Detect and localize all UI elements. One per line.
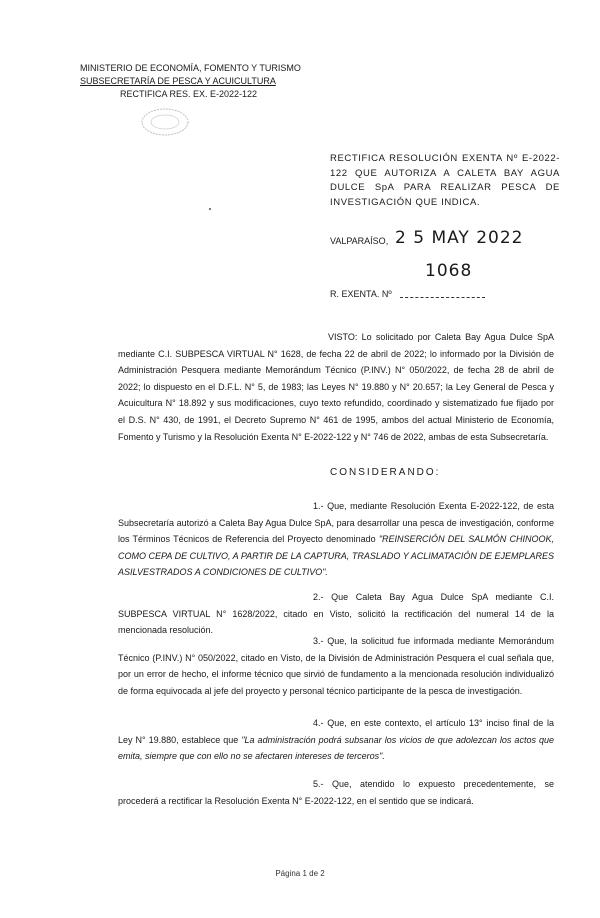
resolution-subject: RECTIFICA RESOLUCIÓN EXENTA Nº E-2022-122 QUE AUTORIZA A CALETA BAY AGUA DULCE SpA PARA REALIZAR PESCA DE INVESTIGACIÓN QUE INDICA. (330, 153, 560, 208)
c5-num: 5.- (313, 779, 324, 789)
considerando-3 (118, 633, 554, 699)
considerando-4 (118, 715, 554, 765)
c3-num: 3.- (313, 636, 324, 646)
c4-num: 4.- (313, 718, 324, 728)
official-seal-stamp (140, 107, 190, 137)
considerando-2 (118, 589, 554, 639)
c3-text: Que, la solicitud fue informada mediante Memorándum Técnico (P.INV.) N° 050/2022, citado en Visto, de la División de Administración Pesquera el cual señala que, por un error de hecho, el informe técnico que sirvió de fundamento a la mencionada resolución individualizó de forma equivocada al jefe del proyecto y personal técnico participante de la pesca de investigación. (118, 636, 554, 696)
subsecretaria-header: SUBSECRETARÍA DE PESCA Y ACUICULTURA (80, 76, 276, 86)
c1-num: 1.- (313, 501, 324, 511)
resolution-label: R. EXENTA. Nº (330, 289, 392, 299)
c2-num: 2.- (313, 592, 324, 602)
c4-text: Que, en este contexto, el artículo 13° inciso final de la Ley N° 19.880, establece que (118, 718, 554, 745)
considerando-title: CONSIDERANDO: (330, 467, 441, 478)
resolution-number-blank (400, 297, 485, 298)
stamped-date: 2 5 MAY 2022 (395, 228, 524, 248)
ministry-header: MINISTERIO DE ECONOMÍA, FOMENTO Y TURISMO (80, 63, 301, 73)
considerando-5 (118, 776, 554, 809)
seal-icon (140, 107, 190, 137)
page-number: Página 1 de 2 (275, 869, 325, 878)
c5-text: Que, atendido lo expuesto precedentemente, se procederá a rectificar la Resolución Exenta N° E-2022-122, en el sentido que se indicará. (118, 779, 554, 806)
visto-lead: VISTO: (328, 332, 358, 342)
c1-text: Que, mediante Resolución Exenta E-2022-122, de esta Subsecretaría autorizó a Caleta Bay Agua Dulce SpA, para desarrollar una pesca de investigación, conforme los Términos Técnicos de Referencia del Proyecto denominado (118, 501, 554, 545)
visto-paragraph (118, 329, 554, 445)
resolution-number: 1068 (425, 261, 473, 281)
considerando-1 (118, 498, 554, 581)
place-label: VALPARAÍSO, (330, 236, 389, 246)
reference-line: RECTIFICA RES. EX. E-2022-122 (120, 89, 258, 99)
c4-law-quote: "La administración podrá subsanar los vicios de que adolezcan los actos que emita, siempre que con ello no se afectaren intereses de terceros". (118, 734, 554, 762)
decorative-dot (209, 208, 211, 210)
c2-text: Que Caleta Bay Agua Dulce SpA mediante C.I. SUBPESCA VIRTUAL N° 1628/2022, citado en Visto, solicitó la rectificación del numeral 14 de la mencionada resolución. (118, 592, 554, 636)
c1-project-title: "REINSERCIÓN DEL SALMÓN CHINOOK, COMO CEPA DE CULTIVO, A PARTIR DE LA CAPTURA, TRASLADO Y ACLIMATACIÓN DE EJEMPLARES ASILVESTRADOS A CONDICIONES DE CULTIVO". (118, 534, 554, 578)
visto-text: Lo solicitado por Caleta Bay Agua Dulce SpA mediante C.I. SUBPESCA VIRTUAL N° 1628, de fecha 22 de abril de 2022; lo informado por la División de Administración Pesquera mediante Memorándum Técnico (P.INV.) N° 050/2022, de fecha 28 de abril de 2022; lo dispuesto en el D.F.L. N° 5, de 1983; las Leyes N° 19.880 y N° 20.657; la Ley General de Pesca y Acuicultura N° 18.892 y sus modificaciones, cuyo texto refundido, coordinado y sistematizado fue fijado por el D.S. N° 430, de 1991, el Decreto Supremo N° 461 de 1995, ambos del actual Ministerio de Economía, Fomento y Turismo y la Resolución Exenta N° E-2022-122 y N° 746 de 2022, ambas de esta Subsecretaría. (118, 332, 554, 442)
